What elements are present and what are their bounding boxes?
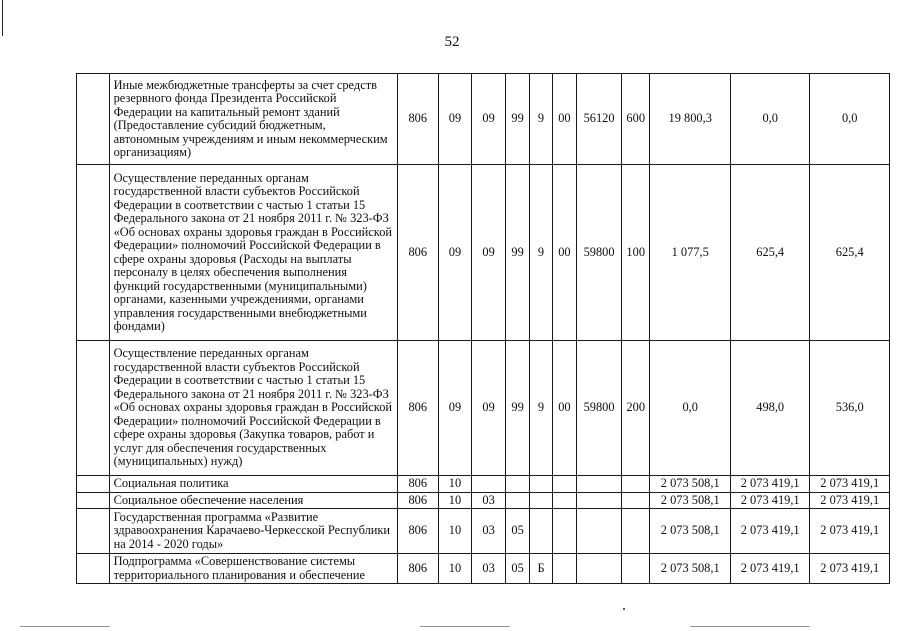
osn-cell: 00 <box>552 165 576 341</box>
ved-cell: 806 <box>397 492 438 509</box>
sum-2021-cell: 2 073 419,1 <box>810 554 890 584</box>
osn-cell: 00 <box>552 74 576 165</box>
table-row <box>77 476 890 493</box>
row-name: Иные межбюджетные трансферты за счет средств резервного фонда Президента Российской Федерации на капитальный ремонт зданий (Предоставление субсидий бюджетным, автономным учреждениям и иным некоммерческим организациям) <box>109 74 397 165</box>
dir-cell <box>577 554 622 584</box>
dir-cell: 56120 <box>577 74 622 165</box>
vr-cell: 600 <box>621 74 650 165</box>
rz-cell: 09 <box>438 165 472 341</box>
sum-2019-cell: 2 073 508,1 <box>650 492 730 509</box>
pr-cell: 03 <box>472 554 506 584</box>
row-name: Государственная программа «Развитие здравоохранения Карачаево-Черкесской Республики на 2014 - 2020 годы» <box>109 509 397 554</box>
blank-cell <box>77 509 110 554</box>
osn-cell <box>552 554 576 584</box>
sum-2020-cell: 2 073 419,1 <box>730 554 809 584</box>
sum-2020-cell: 498,0 <box>730 341 809 476</box>
table-row <box>77 341 890 476</box>
dir-cell: 59800 <box>577 341 622 476</box>
pr-cell: 03 <box>472 492 506 509</box>
prog-cell: 05 <box>505 509 529 554</box>
blank-cell <box>77 74 110 165</box>
sum-2020-cell: 0,0 <box>730 74 809 165</box>
rz-cell: 10 <box>438 554 472 584</box>
blank-cell <box>77 476 110 493</box>
blank-cell <box>77 165 110 341</box>
prog-cell: 99 <box>505 74 529 165</box>
pr-cell: 03 <box>472 509 506 554</box>
page-number: 52 <box>444 34 460 50</box>
budget-table <box>76 73 890 584</box>
pr-cell: 09 <box>472 341 506 476</box>
row-name: Осуществление переданных органам государственной власти субъектов Российской Федерации в соответствии с частью 1 статьи 15 Федерального закона от 21 ноября 2011 г. № 323-ФЗ «Об основах охраны здоровья граждан в Российской Федерации» полномочий Российской Федерации в сфере охраны здоровья (Закупка товаров, работ и услуг для обеспечения государственных (муниципальных) нужд) <box>109 341 397 476</box>
pr-cell <box>472 476 506 493</box>
blank-cell <box>77 492 110 509</box>
ved-cell: 806 <box>397 165 438 341</box>
rz-cell: 09 <box>438 341 472 476</box>
prog-cell: 05 <box>505 554 529 584</box>
dir-cell <box>577 509 622 554</box>
vr-cell <box>621 492 650 509</box>
sum-2019-cell: 0,0 <box>650 341 730 476</box>
rz-cell: 10 <box>438 476 472 493</box>
sum-2021-cell: 2 073 419,1 <box>810 509 890 554</box>
sub-cell: 9 <box>530 165 552 341</box>
pr-cell: 09 <box>472 74 506 165</box>
row-name: Социальная политика <box>109 476 397 493</box>
sub-cell <box>530 509 552 554</box>
sum-2021-cell: 0,0 <box>810 74 890 165</box>
rz-cell: 09 <box>438 74 472 165</box>
prog-cell <box>505 492 529 509</box>
sum-2019-cell: 2 073 508,1 <box>650 509 730 554</box>
table-row <box>77 165 890 341</box>
sub-cell: Б <box>530 554 552 584</box>
blank-cell <box>77 341 110 476</box>
table-row <box>77 554 890 584</box>
sum-2021-cell: 536,0 <box>810 341 890 476</box>
sub-cell: 9 <box>530 74 552 165</box>
sum-2019-cell: 2 073 508,1 <box>650 476 730 493</box>
row-name: Социальное обеспечение населения <box>109 492 397 509</box>
sum-2021-cell: 2 073 419,1 <box>810 476 890 493</box>
table-row <box>77 492 890 509</box>
pr-cell: 09 <box>472 165 506 341</box>
vr-cell <box>621 509 650 554</box>
scan-speck <box>623 608 625 610</box>
osn-cell <box>552 492 576 509</box>
dir-cell <box>577 476 622 493</box>
osn-cell <box>552 509 576 554</box>
sum-2021-cell: 2 073 419,1 <box>810 492 890 509</box>
osn-cell <box>552 476 576 493</box>
sum-2019-cell: 2 073 508,1 <box>650 554 730 584</box>
ved-cell: 806 <box>397 74 438 165</box>
ved-cell: 806 <box>397 509 438 554</box>
prog-cell: 99 <box>505 341 529 476</box>
prog-cell: 99 <box>505 165 529 341</box>
sum-2020-cell: 2 073 419,1 <box>730 476 809 493</box>
ved-cell: 806 <box>397 341 438 476</box>
sub-cell: 9 <box>530 341 552 476</box>
sum-2020-cell: 625,4 <box>730 165 809 341</box>
sum-2019-cell: 1 077,5 <box>650 165 730 341</box>
table-row <box>77 74 890 165</box>
dir-cell: 59800 <box>577 165 622 341</box>
osn-cell: 00 <box>552 341 576 476</box>
dir-cell <box>577 492 622 509</box>
sum-2021-cell: 625,4 <box>810 165 890 341</box>
vr-cell: 200 <box>621 341 650 476</box>
sum-2020-cell: 2 073 419,1 <box>730 492 809 509</box>
vr-cell <box>621 554 650 584</box>
rz-cell: 10 <box>438 492 472 509</box>
row-name: Осуществление переданных органам государственной власти субъектов Российской Федерации в соответствии с частью 1 статьи 15 Федерального закона от 21 ноября 2011 г. № 323-ФЗ «Об основах охраны здоровья граждан в Российской Федерации» полномочий Российской Федерации в сфере охраны здоровья (Расходы на выплаты персоналу в целях обеспечения выполнения функций государственными (муниципальными) органами, казенными учреждениями, органами управления государственными внебюджетными фондами) <box>109 165 397 341</box>
sum-2019-cell: 19 800,3 <box>650 74 730 165</box>
table-row <box>77 509 890 554</box>
scan-edge-mark <box>20 626 110 627</box>
blank-cell <box>77 554 110 584</box>
rz-cell: 10 <box>438 509 472 554</box>
vr-cell <box>621 476 650 493</box>
scan-edge-mark <box>420 626 510 627</box>
sum-2020-cell: 2 073 419,1 <box>730 509 809 554</box>
vr-cell: 100 <box>621 165 650 341</box>
ved-cell: 806 <box>397 476 438 493</box>
row-name: Подпрограмма «Совершенствование системы территориального планирования и обеспечение <box>109 554 397 584</box>
scan-edge-mark <box>690 626 810 627</box>
sub-cell <box>530 476 552 493</box>
page-edge-line <box>2 0 3 36</box>
sub-cell <box>530 492 552 509</box>
ved-cell: 806 <box>397 554 438 584</box>
prog-cell <box>505 476 529 493</box>
